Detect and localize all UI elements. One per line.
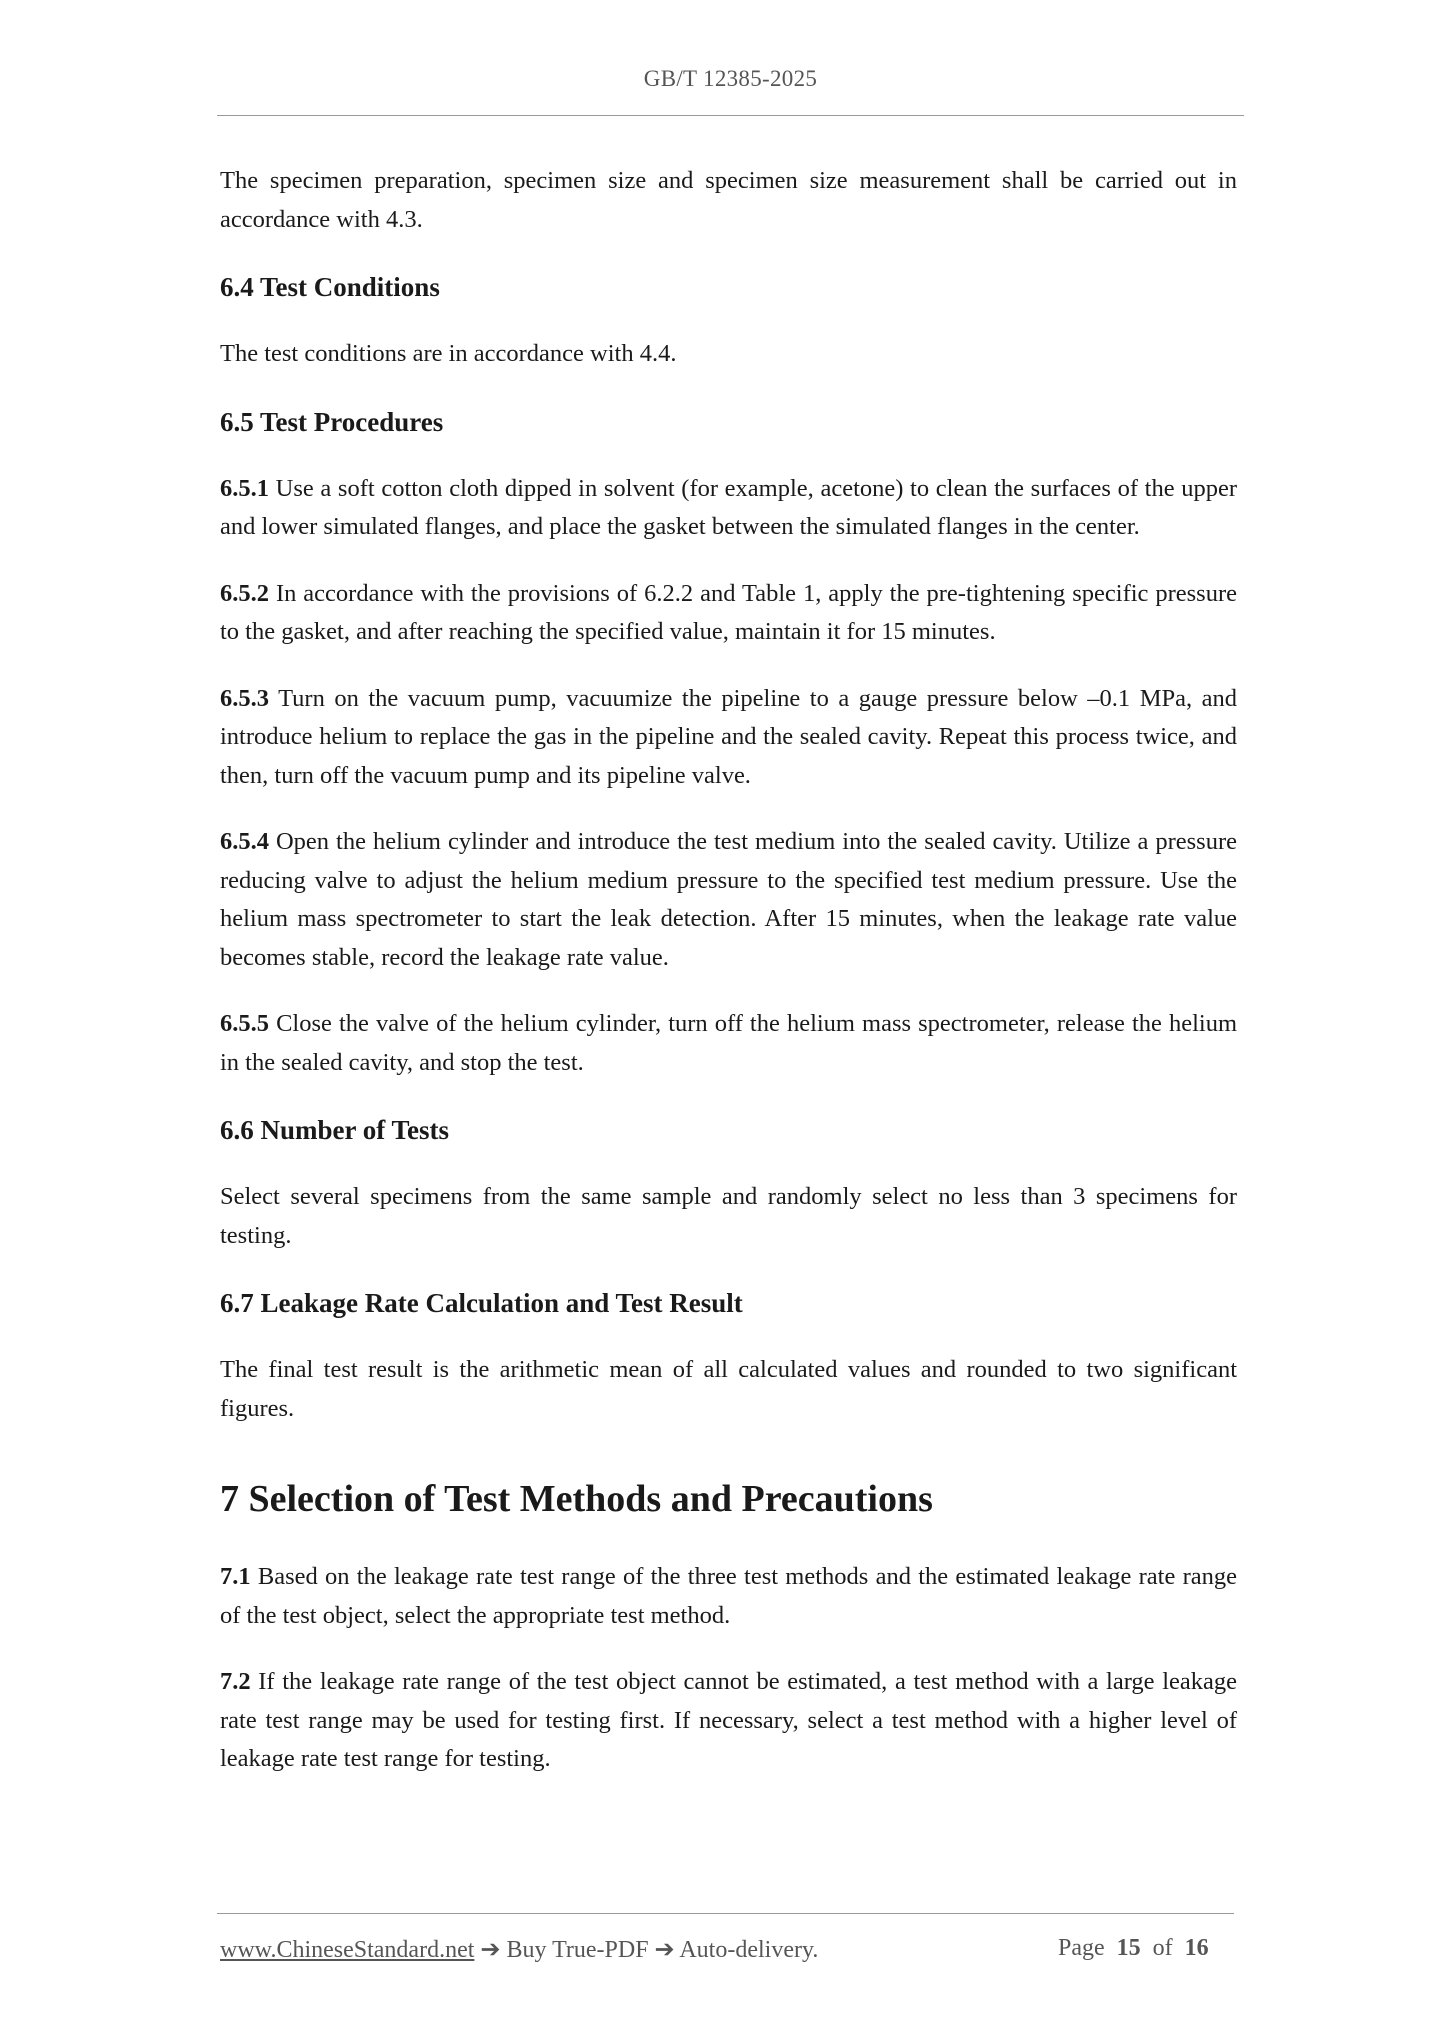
- clause-text: If the leakage rate range of the test object cannot be estimated, a test method with a large leakage rate test range may be used for testing first. If necessary, select a test method with a higher level of leakage rate test range for testing.: [220, 1668, 1237, 1772]
- clause-text: Turn on the vacuum pump, vacuumize the pipeline to a gauge pressure below –0.1 MPa, and introduce helium to replace the gas in the pipeline and the sealed cavity. Repeat this process twice, and then, turn off the vacuum pump and its pipeline valve.: [220, 684, 1237, 789]
- page-number: 15: [1116, 1935, 1141, 1961]
- clause-6-5-5: [220, 1005, 1237, 1082]
- clause-6-5-2: [220, 575, 1237, 652]
- page-label: Page: [1058, 1935, 1105, 1961]
- section-6-7-text: The final test result is the arithmetic mean of all calculated values and rounded to two significant figures.: [220, 1356, 1237, 1422]
- clause-text: In accordance with the provisions of 6.2.2 and Table 1, apply the pre-tightening specific pressure to the gasket, and after reaching the specified value, maintain it for 15 minutes.: [220, 579, 1237, 645]
- section-6-6-text: Select several specimens from the same sample and randomly select no less than 3 specimens for testing.: [220, 1183, 1237, 1249]
- section-6-5-heading: 6.5 Test Procedures: [220, 406, 444, 437]
- clause-number: 7.1: [220, 1563, 251, 1590]
- clause-text: Use a soft cotton cloth dipped in solvent (for example, acetone) to clean the surfaces of the upper and lower simulated flanges, and place the gasket between the simulated flanges in the center.: [220, 474, 1237, 540]
- promo-text: ➔ Buy True-PDF ➔ Auto-delivery.: [474, 1937, 819, 1963]
- clause-7-1: [220, 1558, 1237, 1635]
- section-6-7-heading: 6.7 Leakage Rate Calculation and Test Result: [220, 1288, 743, 1318]
- clause-6-5-4: [220, 823, 1237, 977]
- intro-paragraph: The specimen preparation, specimen size and specimen size measurement shall be carried out in accordance with 4.3.: [220, 167, 1237, 233]
- header-divider: [217, 115, 1244, 116]
- clause-number: 7.2: [220, 1668, 251, 1695]
- clause-number: 6.5.5: [220, 1010, 269, 1037]
- clause-number: 6.5.1: [220, 474, 269, 502]
- of-label: of: [1152, 1935, 1173, 1961]
- clause-6-5-1: [220, 470, 1237, 547]
- clause-7-2: [220, 1663, 1237, 1779]
- document-header: [217, 66, 1244, 92]
- section-6-6-heading: 6.6 Number of Tests: [220, 1115, 450, 1145]
- clause-6-5-3: [220, 680, 1237, 796]
- section-6-4-heading: 6.4 Test Conditions: [220, 272, 440, 302]
- clause-text: Close the valve of the helium cylinder, turn off the helium mass spectrometer, release the helium in the sealed cavity, and stop the test.: [220, 1010, 1237, 1076]
- clause-text: Based on the leakage rate test range of the three test methods and the estimated leakage rate range of the test object, select the appropriate test method.: [220, 1563, 1237, 1629]
- footer-divider: [217, 1913, 1234, 1914]
- footer-promo: [220, 1935, 818, 1964]
- document-body: [220, 162, 1237, 1807]
- clause-text: Open the helium cylinder and introduce the test medium into the sealed cavity. Utilize a pressure reducing valve to adjust the helium medium pressure to the specified test medium pressure. Use the helium mass spectrometer to start the leak detection. After 15 minutes, when the leakage rate value becomes stable, record the leakage rate value.: [220, 828, 1237, 971]
- page-total: 16: [1184, 1935, 1209, 1961]
- site-link[interactable]: www.ChineseStandard.net: [220, 1937, 475, 1963]
- section-6-4-text: The test conditions are in accordance with 4.4.: [220, 340, 677, 367]
- clause-number: 6.5.2: [220, 579, 269, 607]
- clause-number: 6.5.4: [220, 828, 269, 855]
- page-indicator: [1058, 1935, 1209, 1962]
- clause-number: 6.5.3: [220, 684, 269, 712]
- document-id: GB/T 12385-2025: [643, 66, 818, 91]
- section-7-heading: 7 Selection of Test Methods and Precautions: [220, 1478, 933, 1520]
